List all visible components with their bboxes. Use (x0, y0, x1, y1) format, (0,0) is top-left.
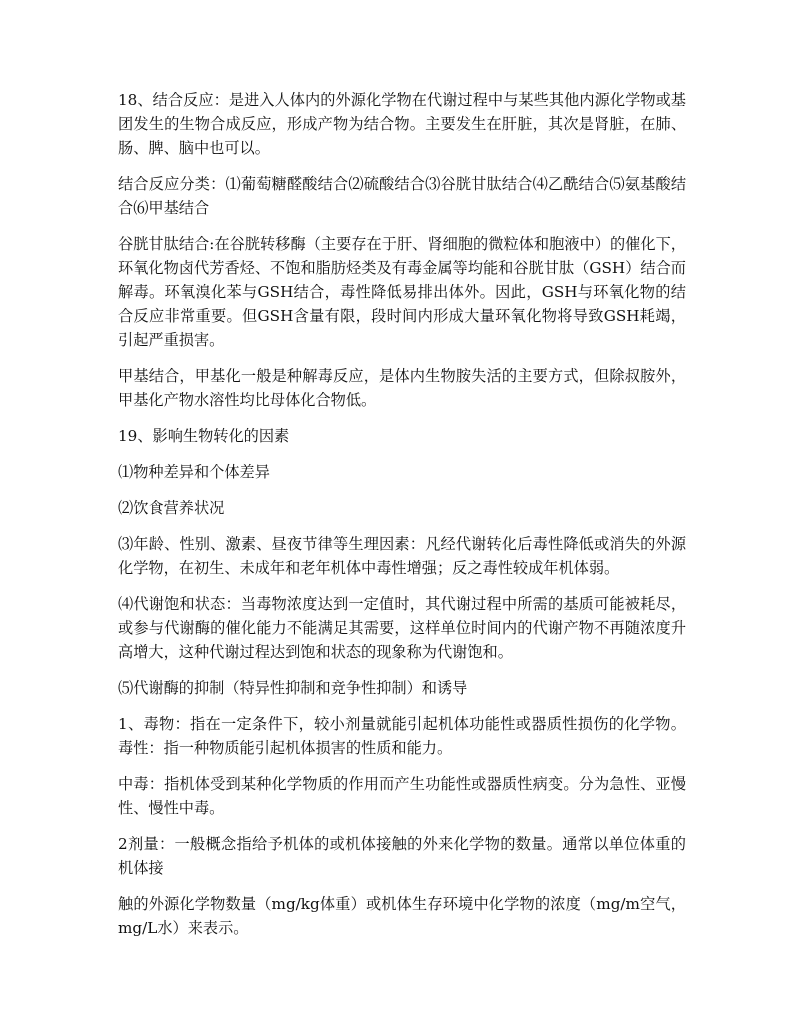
paragraph-conjugation-reaction: 18、结合反应：是进入人体内的外源化学物在代谢过程中与某些其他内源化学物或基团发生的生物合成反应，形成产物为结合物。主要发生在肝脏，其次是肾脏，在肺、肠、脾、脑中也可以。 (118, 91, 686, 157)
paragraph-conjugation-classification: 结合反应分类：⑴葡萄糖醛酸结合⑵硫酸结合⑶谷胱甘肽结合⑷乙酰结合⑸氨基酸结合⑹甲基结合 (118, 175, 686, 217)
list-item-physiological-factors: ⑶年龄、性别、激素、昼夜节律等生理因素：凡经代谢转化后毒性降低或消失的外源化学物，在初生、未成年和老年机体中毒性增强；反之毒性较成年机体弱。 (118, 535, 686, 577)
paragraph-poisoning-definition: 中毒：指机体受到某种化学物质的作用而产生功能性或器质性病变。分为急性、亚慢性、慢性中毒。 (118, 775, 686, 817)
list-item-nutrition: ⑵饮食营养状况 (118, 499, 225, 517)
list-item-metabolic-saturation: ⑷代谢饱和状态：当毒物浓度达到一定值时，其代谢过程中所需的基质可能被耗尽，或参与代谢酶的催化能力不能满足其需要，这样单位时间内的代谢产物不再随浓度升高增大，这种代谢过程达到饱和状态的现象称为代谢饱和。 (118, 595, 686, 661)
paragraph-glutathione-conjugation: 谷胱甘肽结合:在谷胱转移酶（主要存在于肝、肾细胞的微粒体和胞液中）的催化下，环氧化物卤代芳香烃、不饱和脂肪烃类及有毒金属等均能和谷胱甘肽（GSH）结合而解毒。环氧溴化苯与GSH结合，毒性降低易排出体外。因此，GSH与环氧化物的结合反应非常重要。但GSH含量有限，段时间内形成大量环氧化物将导致GSH耗竭，引起严重损害。 (118, 235, 686, 349)
list-item-species-difference: ⑴物种差异和个体差异 (118, 463, 270, 481)
paragraph-dose-units: 触的外源化学物数量（mg/kg体重）或机体生存环境中化学物的浓度（mg/m空气，mg/L水）来表示。 (118, 895, 686, 937)
paragraph-toxicant-definition: 1、毒物：指在一定条件下，较小剂量就能引起机体功能性或器质性损伤的化学物。毒性：指一种物质能引起机体损害的性质和能力。 (118, 715, 686, 757)
heading-biotransformation-factors: 19、影响生物转化的因素 (118, 427, 290, 445)
list-item-enzyme-inhibition: ⑸代谢酶的抑制（特异性抑制和竞争性抑制）和诱导 (118, 679, 468, 697)
document-body (118, 88, 686, 952)
paragraph-dose-definition: 2剂量：一般概念指给予机体的或机体接触的外来化学物的数量。通常以单位体重的机体接 (118, 835, 686, 877)
paragraph-methyl-conjugation: 甲基结合，甲基化一般是种解毒反应，是体内生物胺失活的主要方式，但除叔胺外，甲基化产物水溶性均比母体化合物低。 (118, 367, 686, 409)
